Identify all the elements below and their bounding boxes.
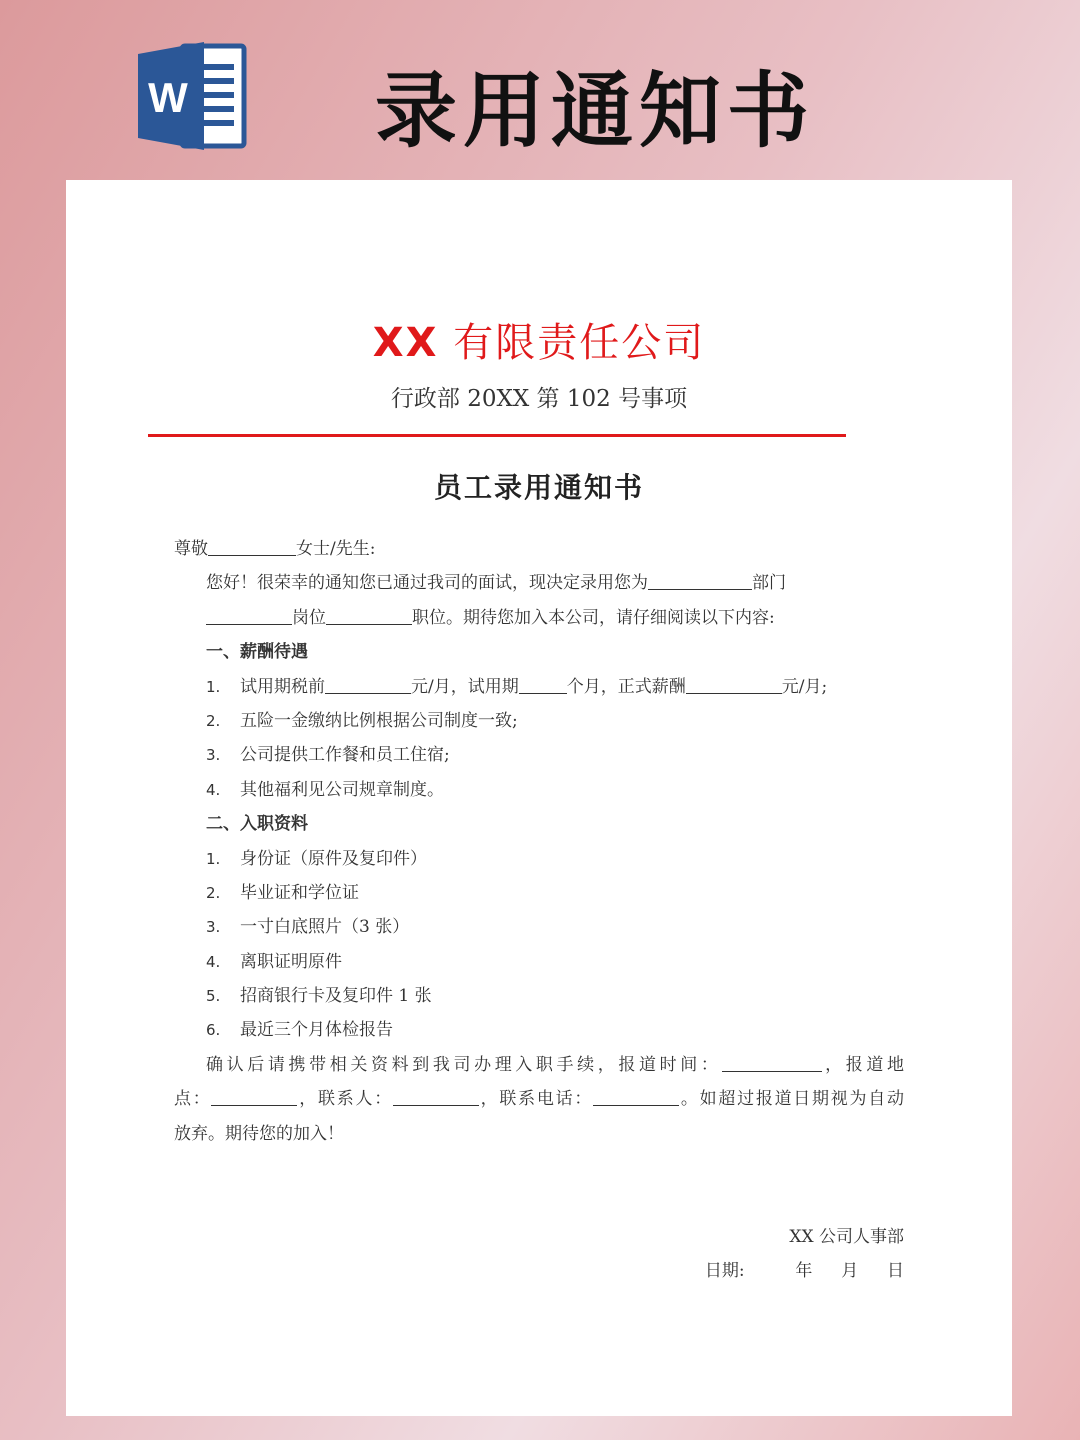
contact-person-blank xyxy=(393,1083,479,1106)
list-item: 3. 公司提供工作餐和员工住宿; xyxy=(206,745,450,766)
contact-phone-blank xyxy=(593,1083,679,1106)
position-blank xyxy=(326,602,412,625)
name-blank xyxy=(208,533,296,556)
document-page xyxy=(66,180,1012,1416)
post-blank xyxy=(206,602,292,625)
list-item: 4. 其他福利见公司规章制度。 xyxy=(206,779,444,800)
intro-line-1: 您好！很荣幸的通知您已通过我司的面试，现决定录用您为 部门 xyxy=(174,566,904,600)
list-item: 1. 试用期税前 元/月，试用期 个月，正式薪酬 元/月; xyxy=(174,670,904,704)
list-item: 2. 毕业证和学位证 xyxy=(206,882,359,903)
signature-department: XX 公司人事部 xyxy=(789,1227,904,1247)
list-item: 3. 一寸白底照片（3 张） xyxy=(206,917,410,938)
company-suffix: 有限责任公司 xyxy=(438,320,706,366)
document-title: 员工录用通知书 xyxy=(433,471,644,504)
closing-line-1: 确认后请携带相关资料到我司办理入职手续，报道时间： ，报道地 xyxy=(174,1048,904,1082)
salutation-line: 尊敬 女士/先生: xyxy=(174,532,904,566)
closing-line-2: 点： ，联系人： ，联系电话： 。如超过报道日期视为自动 xyxy=(174,1082,904,1116)
letterhead-divider xyxy=(148,434,846,437)
report-time-blank xyxy=(722,1049,822,1072)
date-month: 月 xyxy=(841,1261,859,1281)
list-item: 6. 最近三个月体检报告 xyxy=(206,1020,393,1041)
intro-line-2: 岗位 职位。期待您加入本公司，请仔细阅读以下内容: xyxy=(174,601,904,635)
date-day: 日 xyxy=(887,1261,904,1281)
document-number: 行政部 20XX 第 102 号事项 xyxy=(390,386,688,412)
company-name xyxy=(66,318,1012,368)
word-doc-icon xyxy=(138,40,250,152)
signature-date xyxy=(705,1254,904,1288)
list-item: 4. 离职证明原件 xyxy=(206,951,342,972)
list-item: 2. 五险一金缴纳比例根据公司制度一致; xyxy=(206,710,518,731)
report-place-blank xyxy=(211,1083,297,1106)
department-blank xyxy=(648,567,752,590)
banner-title: 录用通知书 xyxy=(375,64,816,159)
letter-body xyxy=(174,532,904,1151)
probation-salary-blank xyxy=(325,671,411,694)
closing-line-3: 放弃。期待您的加入！ xyxy=(174,1123,344,1144)
list-item: 5. 招商银行卡及复印件 1 张 xyxy=(206,986,432,1007)
word-logo-letter: W xyxy=(148,74,188,121)
date-label: 日期: xyxy=(704,1261,745,1281)
formal-salary-blank xyxy=(686,671,782,694)
section-heading-documents: 二、入职资料 xyxy=(206,814,308,835)
date-year: 年 xyxy=(795,1261,813,1281)
company-prefix: XX xyxy=(372,320,439,366)
probation-months-blank xyxy=(519,671,567,694)
list-item: 1. 身份证（原件及复印件） xyxy=(206,848,427,869)
section-heading-salary: 一、薪酬待遇 xyxy=(206,642,308,663)
banner-header xyxy=(0,0,1080,180)
